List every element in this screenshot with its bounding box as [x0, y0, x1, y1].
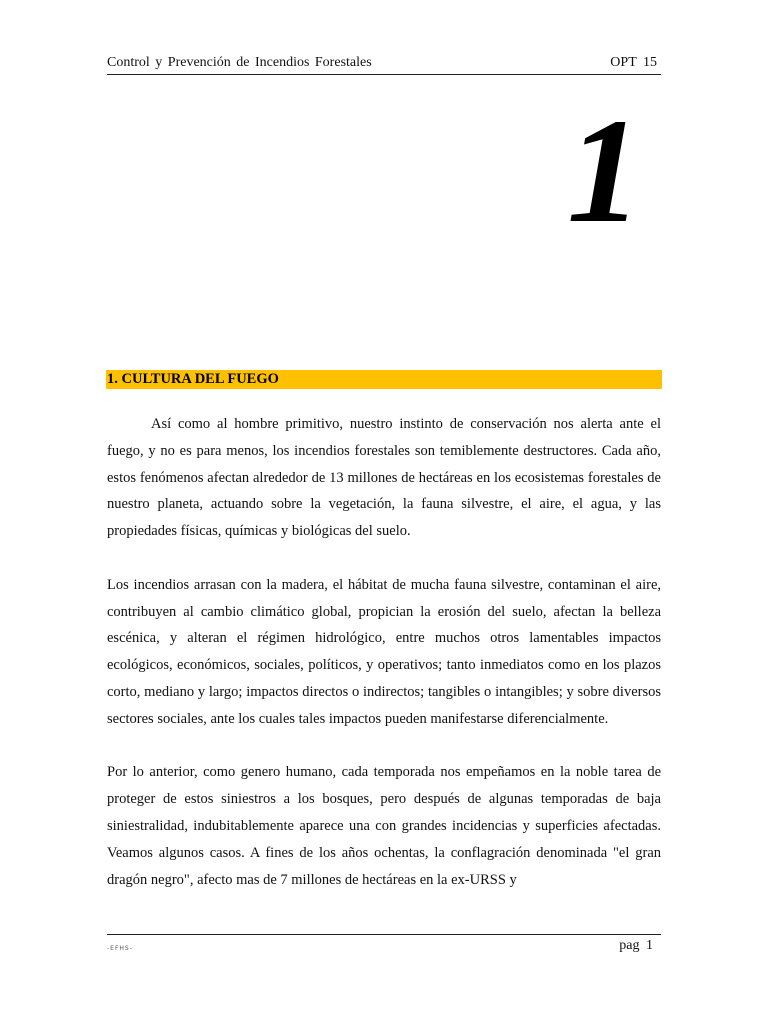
page-footer: [107, 934, 661, 959]
paragraph-3: Por lo anterior, como genero humano, cada temporada nos empeñamos en la noble tarea de proteger de estos siniestros a los bosques, pero después de algunas temporadas de baja siniestralidad, indubitablemente aparece una con grandes incidencias y superficies afectadas. Veamos algunos casos. A fines de los años ochentas, la conflagración denominada "el gran dragón negro", afecto mas de 7 millones de hectáreas en la ex-URSS y: [107, 764, 661, 888]
footer-label: -EFHS-: [107, 945, 133, 952]
body-text: [107, 411, 661, 920]
header-code: OPT 15: [610, 55, 657, 70]
paragraph-1: Así como al hombre primitivo, nuestro instinto de conservación nos alerta ante el fuego, y no es para menos, los incendios forestales son temiblemente destructores. Cada año, estos fenómenos afectan alrededor de 13 millones de hectáreas en los ecosistemas forestales de nuestro planeta, actuando sobre la vegetación, la fauna silvestre, el aire, el agua, y las propiedades físicas, químicas y biológicas del suelo.: [107, 416, 661, 540]
section-heading: 1. CULTURA DEL FUEGO: [107, 371, 279, 387]
page-number: pag 1: [619, 938, 653, 953]
section-heading-bar: [106, 370, 662, 389]
page-header: [107, 54, 661, 75]
chapter-number: 1: [567, 88, 642, 254]
paragraph-2: Los incendios arrasan con la madera, el hábitat de mucha fauna silvestre, contaminan el aire, contribuyen al cambio climático global, propician la erosión del suelo, afectan la belleza escénica, y alteran el régimen hidrológico, entre muchos otros lamentables impactos ecológicos, económicos, sociales, políticos, y operativos; tanto inmediatos como en los plazos corto, mediano y largo; impactos directos o indirectos; tangibles o intangibles; y sobre diversos sectores sociales, ante los cuales tales impactos pueden manifestarse diferencialmente.: [107, 576, 661, 727]
header-title: Control y Prevención de Incendios Forestales: [107, 55, 372, 70]
